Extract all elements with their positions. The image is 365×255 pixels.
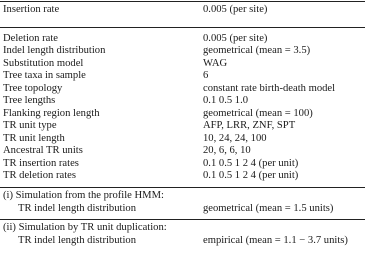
param-label: TR indel length distribution: [18, 235, 136, 246]
table-row: [0, 70, 365, 82]
section-title-row: [0, 222, 365, 234]
param-value: constant rate birth-death model: [203, 83, 336, 94]
table-row: [0, 158, 365, 170]
header-label: Insertion rate: [3, 4, 60, 15]
param-value: 0.1 0.5 1 2 4 (per unit): [203, 170, 299, 181]
param-label: TR indel length distribution: [18, 203, 136, 214]
param-value: AFP, LRR, ZNF, SPT: [203, 120, 296, 131]
param-value: 10, 24, 24, 100: [203, 133, 267, 144]
param-label: Deletion rate: [3, 33, 59, 44]
param-label: Tree taxa in sample: [3, 70, 86, 81]
table-row: [0, 33, 365, 45]
section-title: (ii) Simulation by TR unit duplication:: [3, 222, 167, 233]
param-label: Ancestral TR units: [3, 145, 83, 156]
param-label: Flanking region length: [3, 108, 100, 119]
param-label: TR deletion rates: [3, 170, 76, 181]
param-value: 20, 6, 6, 10: [203, 145, 251, 156]
param-value: WAG: [203, 58, 228, 69]
table-row: [0, 235, 365, 247]
header-row: [0, 4, 365, 16]
section-rule: [0, 187, 365, 188]
table-row: [0, 95, 365, 107]
header-rule: [0, 27, 365, 28]
param-value: empirical (mean = 1.1 − 3.7 units): [203, 235, 348, 246]
param-label: Tree topology: [3, 83, 63, 94]
param-label: Indel length distribution: [3, 45, 106, 56]
header-value: 0.005 (per site): [203, 4, 268, 15]
param-value: geometrical (mean = 1.5 units): [203, 203, 334, 214]
section-title-row: [0, 190, 365, 202]
table-row: [0, 108, 365, 120]
param-label: TR unit type: [3, 120, 57, 131]
table-row: [0, 120, 365, 132]
param-value: 6: [203, 70, 209, 81]
table-row: [0, 145, 365, 157]
section-rule: [0, 219, 365, 220]
table-row: [0, 203, 365, 215]
table-row: [0, 133, 365, 145]
param-label: Tree lengths: [3, 95, 56, 106]
param-value: 0.1 0.5 1.0: [203, 95, 249, 106]
table-row: [0, 58, 365, 70]
param-value: geometrical (mean = 100): [203, 108, 313, 119]
param-label: TR unit length: [3, 133, 65, 144]
table-row: [0, 170, 365, 182]
param-value: geometrical (mean = 3.5): [203, 45, 311, 56]
param-value: 0.1 0.5 1 2 4 (per unit): [203, 158, 299, 169]
table-row: [0, 45, 365, 57]
table-row: [0, 83, 365, 95]
top-rule: [0, 1, 365, 2]
section-title: (i) Simulation from the profile HMM:: [3, 190, 164, 201]
param-label: TR insertion rates: [3, 158, 79, 169]
param-value: 0.005 (per site): [203, 33, 268, 44]
param-label: Substitution model: [3, 58, 84, 69]
